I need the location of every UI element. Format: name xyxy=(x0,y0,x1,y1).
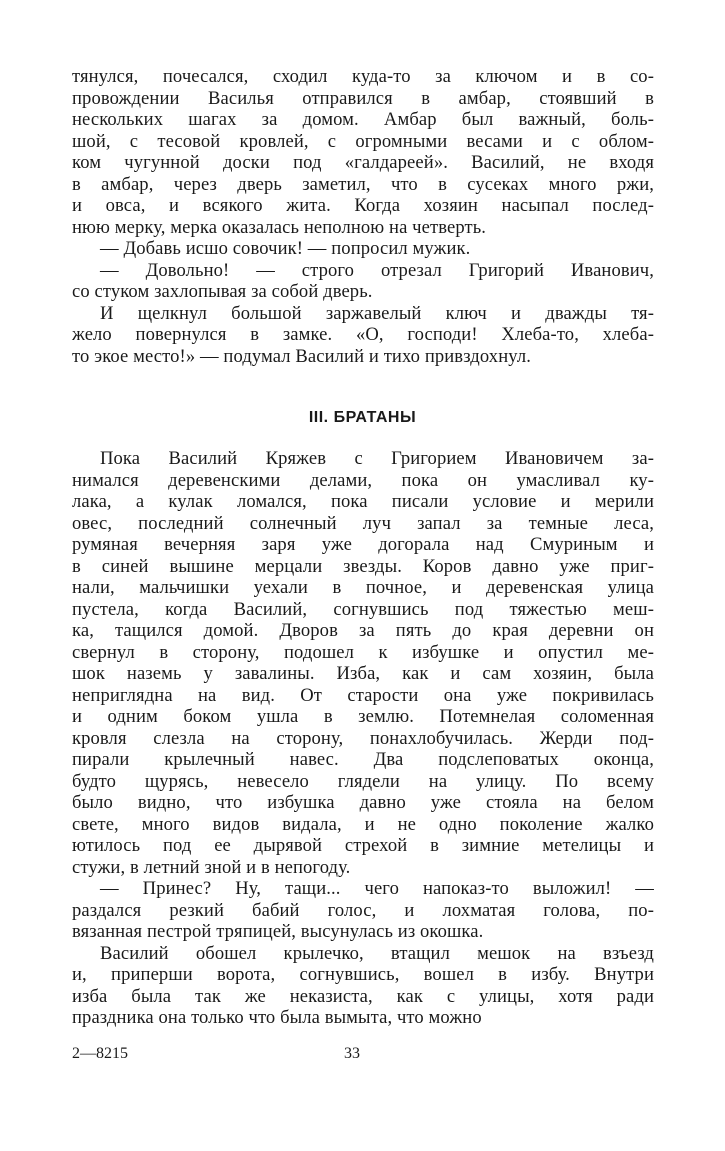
text-line: раздался резкий бабий голос, и лохматая голова, по- xyxy=(72,899,654,921)
text-line: Василий обошел крылечко, втащил мешок на взъезд xyxy=(100,942,654,964)
text-line: будто щурясь, невесело глядели на улицу. По всему xyxy=(72,770,654,792)
text-line: ка, тащился домой. Дворов за пять до края деревни он xyxy=(72,620,654,641)
text-line: Пока Василий Кряжев с Григорием Ивановичем за- xyxy=(100,448,654,469)
body-text-block xyxy=(72,448,654,1029)
text-line: нескольких шагах за домом. Амбар был важный, боль- xyxy=(72,109,654,130)
chapter-heading: III. БРАТАНЫ xyxy=(308,409,417,426)
text-line: кровля слезла на сторону, понахлобучилась. Жерди под- xyxy=(72,727,654,749)
text-line: и овса, и всякого жита. Когда хозяин насыпал послед- xyxy=(72,195,654,216)
text-line: шой, с тесовой кровлей, с огромными весами и с облом- xyxy=(72,130,654,152)
text-line: И щелкнул большой заржавелый ключ и дважды тя- xyxy=(100,302,654,324)
text-line: — Довольно! — строго отрезал Григорий Иванович, xyxy=(100,259,654,281)
text-line: — Добавь исшо совочик! — попросил мужик. xyxy=(100,238,471,259)
text-line: неприглядна на вид. От старости она уже покривилась xyxy=(72,684,654,706)
printer-signature: 2—8215 xyxy=(72,1045,128,1062)
text-line: и, приперши ворота, согнувшись, вошел в избу. Внутри xyxy=(72,964,654,985)
text-line: — Принес? Ну, тащи... чего напоказ-то выложил! — xyxy=(100,878,654,899)
text-line: тянулся, почесался, сходил куда-то за ключом и в со- xyxy=(72,66,654,87)
text-line: пирали крылечный навес. Два подслеповатых оконца, xyxy=(72,749,654,770)
text-line: нюю мерку, мерка оказалась неполною на четверть. xyxy=(72,216,487,238)
text-line: шок наземь у завалины. Изба, как и сам хозяин, была xyxy=(72,663,654,684)
text-line: нимался деревенскими делами, пока он умасливал ку- xyxy=(72,469,654,491)
text-line: праздника она только что была вымыта, что можно xyxy=(72,1007,482,1028)
text-line: со стуком захлопывая за собой дверь. xyxy=(72,281,373,302)
text-line: то экое место!» — подумал Василий и тихо привздохнул. xyxy=(72,345,531,367)
text-line: лака, а кулак ломался, пока писали условие и мерили xyxy=(72,491,654,512)
page-number: 33 xyxy=(344,1045,360,1062)
text-line: провождении Василья отправился в амбар, стоявший в xyxy=(72,87,654,109)
text-line: вязанная пестрой тряпицей, высунулась из окошка. xyxy=(72,921,484,942)
text-line: ком чугунной доски под «галдареей». Василий, не входя xyxy=(72,152,654,173)
text-line: свернул в сторону, подошел к избушке и опустил ме- xyxy=(72,641,654,663)
text-line: было видно, что избушка давно уже стояла на белом xyxy=(72,792,654,813)
text-line: стужи, в летний зной и в непогоду. xyxy=(72,856,351,878)
text-line: нали, мальчишки уехали в почное, и деревенская улица xyxy=(72,577,654,598)
text-line: овес, последний солнечный луч запал за темные леса, xyxy=(72,512,654,534)
text-line: и одним боком ушла в землю. Потемнелая соломенная xyxy=(72,706,654,727)
text-line: ютилось под ее дырявой стрехой в зимние метелицы и xyxy=(72,835,654,856)
text-line: пустела, когда Василий, согнувшись под тяжестью меш- xyxy=(72,598,654,620)
text-line: свете, много видов видала, и не одно поколение жалко xyxy=(72,813,654,835)
text-line: в амбар, через дверь заметил, что в сусеках много ржи, xyxy=(72,173,654,195)
text-line: жело повернулся в замке. «О, господи! Хлеба-то, хлеба- xyxy=(72,324,654,345)
text-line: в синей вышине мерцали звезды. Коров давно уже приг- xyxy=(72,555,654,577)
top-text-block xyxy=(72,66,654,367)
text-line: румяная вечерняя заря уже догорала над Смуриным и xyxy=(72,534,654,555)
text-line: изба была так же неказиста, как с улицы, хотя ради xyxy=(72,985,654,1007)
